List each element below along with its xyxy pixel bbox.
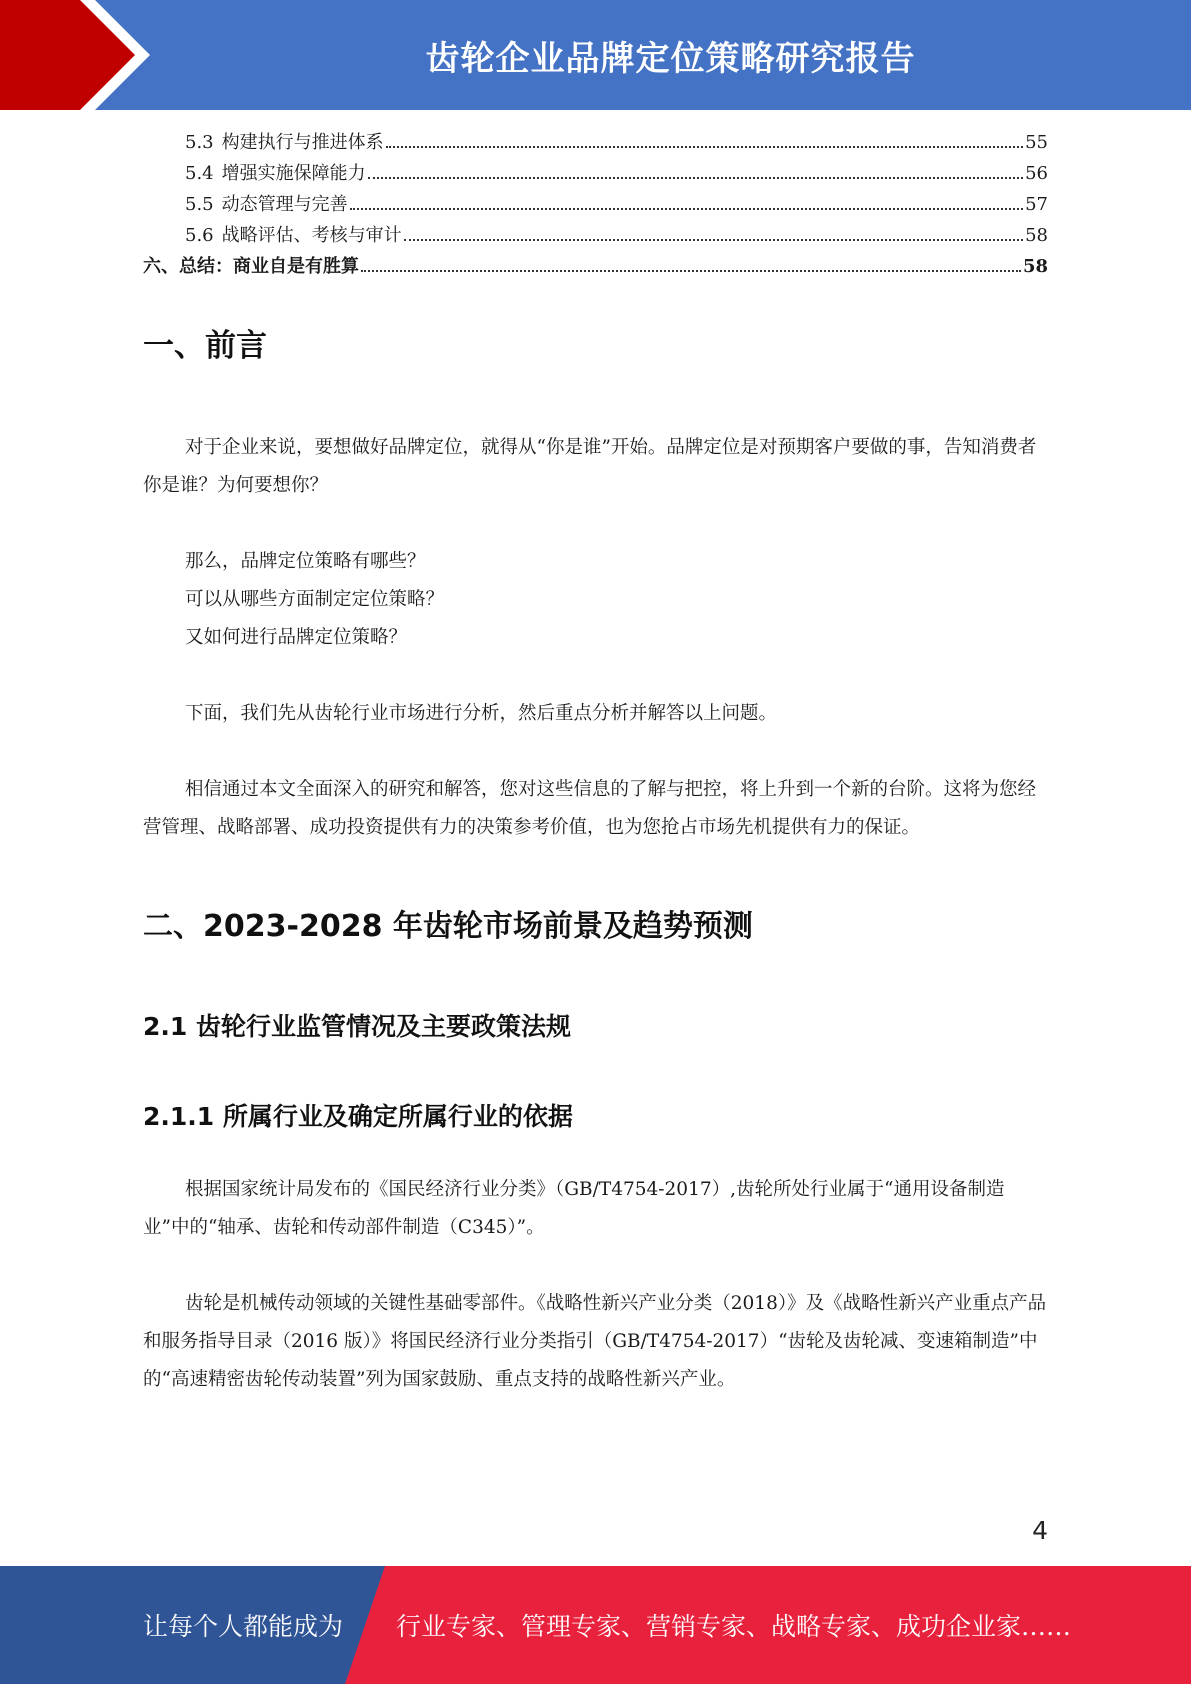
toc-entry[interactable]: [143, 221, 1048, 252]
header-title: 齿轮企业品牌定位策略研究报告: [425, 38, 916, 79]
page-footer: [0, 1566, 1191, 1684]
toc-leader-dots: [404, 239, 1023, 241]
toc-leader-dots: [368, 177, 1023, 179]
toc-entry-page: 58: [1025, 225, 1048, 246]
toc-entry-number: 5.5: [185, 194, 214, 215]
toc-leader-dots: [361, 270, 1021, 272]
footer-slogan-right: 行业专家、管理专家、营销专家、战略专家、成功企业家……: [396, 1612, 1072, 1641]
paragraph: 下面，我们先从齿轮行业市场进行分析，然后重点分析并解答以上问题。: [185, 703, 778, 724]
toc-entry-page: 55: [1025, 132, 1048, 153]
toc-leader-dots: [386, 146, 1023, 148]
paragraph: 根据国家统计局发布的《国民经济行业分类》（GB/T4754-2017）,齿轮所处行业属于“通用设备制造业”中的“轴承、齿轮和传动部件制造（C345）”。: [143, 1179, 1005, 1238]
toc-entry-main[interactable]: [143, 252, 1048, 283]
toc-entry-text: 构建执行与推进体系: [221, 132, 384, 153]
subsection-heading: 2.1 齿轮行业监管情况及主要政策法规: [143, 1012, 571, 1041]
question-line: 可以从哪些方面制定定位策略？: [185, 589, 445, 610]
toc-entry[interactable]: [143, 128, 1048, 159]
toc-entry[interactable]: [143, 190, 1048, 221]
toc-entry-page: 58: [1022, 256, 1048, 277]
toc-entry-page: 56: [1025, 163, 1048, 184]
paragraph: 齿轮是机械传动领域的关键性基础零部件。《战略性新兴产业分类（2018）》及《战略性新兴产业重点产品和服务指导目录（2016 版）》将国民经济行业分类指引（GB/T4754-2017）“齿轮及齿轮减、变速箱制造”中的“高速精密齿轮传动装置”列为国家鼓励、重点支持的战略性新兴产业。: [143, 1293, 1047, 1390]
toc-entry-number: 5.4: [185, 163, 214, 184]
toc-entry-text: 战略评估、考核与审计: [221, 225, 402, 246]
toc-leader-dots: [350, 208, 1023, 210]
section-heading-preface: 一、前言: [143, 328, 267, 364]
table-of-contents: [143, 128, 1048, 283]
toc-entry-number: 5.3: [185, 132, 214, 153]
toc-entry[interactable]: [143, 159, 1048, 190]
toc-entry-text: 六、总结：商业自是有胜算: [143, 256, 359, 277]
toc-entry-number: 5.6: [185, 225, 214, 246]
page-number: 4: [1032, 1516, 1048, 1545]
paragraph: 相信通过本文全面深入的研究和解答，您对这些信息的了解与把控，将上升到一个新的台阶。这将为您经营管理、战略部署、成功投资提供有力的决策参考价值，也为您抢占市场先机提供有力的保证。: [143, 779, 1037, 838]
section-heading-forecast: 二、2023-2028 年齿轮市场前景及趋势预测: [143, 909, 753, 944]
paragraph: 对于企业来说，要想做好品牌定位，就得从“你是谁”开始。品牌定位是对预期客户要做的事，告知消费者你是谁？为何要想你？: [143, 437, 1037, 496]
toc-entry-text: 增强实施保障能力: [221, 163, 366, 184]
question-line: 那么，品牌定位策略有哪些？: [185, 551, 426, 572]
subsubsection-heading: 2.1.1 所属行业及确定所属行业的依据: [143, 1102, 573, 1131]
question-line: 又如何进行品牌定位策略？: [185, 627, 408, 648]
page-header: [0, 0, 1191, 110]
toc-entry-text: 动态管理与完善: [221, 194, 348, 215]
document-body: [143, 320, 1048, 1399]
footer-slogan-left: 让每个人都能成为: [143, 1612, 344, 1641]
toc-entry-page: 57: [1025, 194, 1048, 215]
